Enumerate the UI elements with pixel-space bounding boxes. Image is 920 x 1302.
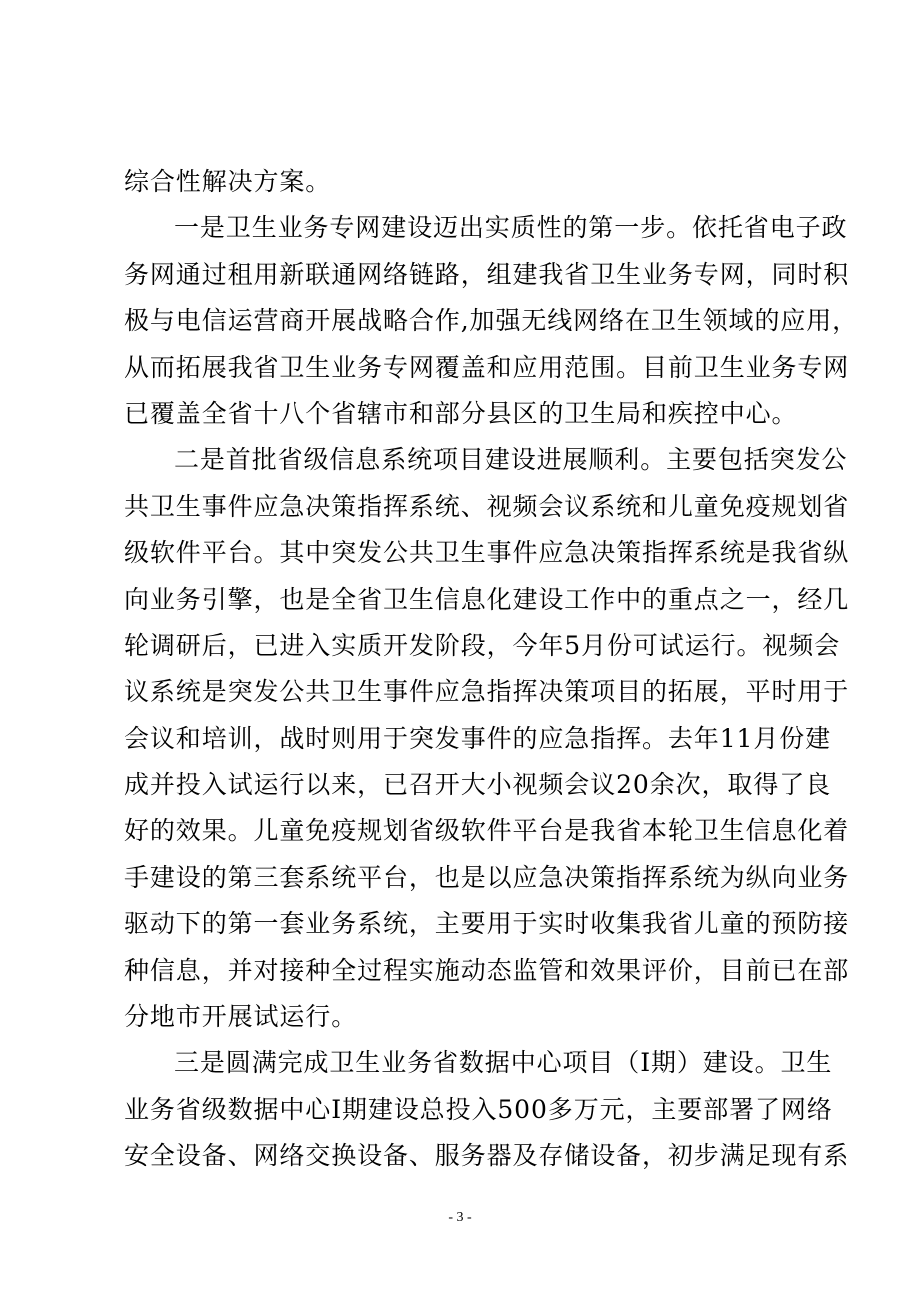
text-line: 级软件平台。其中突发公共卫生事件应急决策指挥系统是我省纵 <box>124 538 850 568</box>
text-line: 好的效果。儿童免疫规划省级软件平台是我省本轮卫生信息化着 <box>124 816 850 846</box>
text-line: 三是圆满完成卫生业务省数据中心项目（I期）建设。卫生 <box>174 1048 833 1078</box>
page-body <box>124 159 859 1180</box>
text-line: 会议和培训，战时则用于突发事件的应急指挥。去年11月份建 <box>124 723 832 753</box>
text-line: 业务省级数据中心I期建设总投入500多万元，主要部署了网络 <box>124 1094 833 1124</box>
text-line: 一是卫生业务专网建设迈出实质性的第一步。依托省电子政 <box>174 213 848 243</box>
text-line: 手建设的第三套系统平台，也是以应急决策指挥系统为纵向业务 <box>124 862 850 892</box>
text-line: 极与电信运营商开展战略合作,加强无线网络在卫生领域的应用， <box>124 306 859 336</box>
text-line: 向业务引擎，也是全省卫生信息化建设工作中的重点之一，经几 <box>124 584 850 614</box>
text-line: 轮调研后，已进入实质开发阶段，今年5月份可试运行。视频会 <box>124 630 841 660</box>
text-line: 议系统是突发公共卫生事件应急指挥决策项目的拓展，平时用于 <box>124 677 850 707</box>
text-line: 已覆盖全省十八个省辖市和部分县区的卫生局和疾控中心。 <box>124 398 798 428</box>
text-line: 综合性解决方案。 <box>124 167 332 196</box>
text-line: 从而拓展我省卫生业务专网覆盖和应用范围。目前卫生业务专网 <box>124 352 850 382</box>
text-line: 种信息，并对接种全过程实施动态监管和效果评价，目前已在部 <box>124 955 850 985</box>
text-line: 共卫生事件应急决策指挥系统、视频会议系统和儿童免疫规划省 <box>124 491 850 521</box>
text-line: 二是首批省级信息系统项目建设进展顺利。主要包括突发公 <box>174 445 848 475</box>
text-line: 安全设备、网络交换设备、服务器及存储设备，初步满足现有系 <box>124 1141 850 1171</box>
text-line: 驱动下的第一套业务系统，主要用于实时收集我省儿童的预防接 <box>124 909 850 939</box>
text-line: 务网通过租用新联通网络链路，组建我省卫生业务专网，同时积 <box>124 259 850 289</box>
text-line: 成并投入试运行以来，已召开大小视频会议20余次，取得了良 <box>124 770 832 800</box>
page-number: - 3 - <box>448 1210 472 1225</box>
text-line: 分地市开展试运行。 <box>124 1002 358 1032</box>
